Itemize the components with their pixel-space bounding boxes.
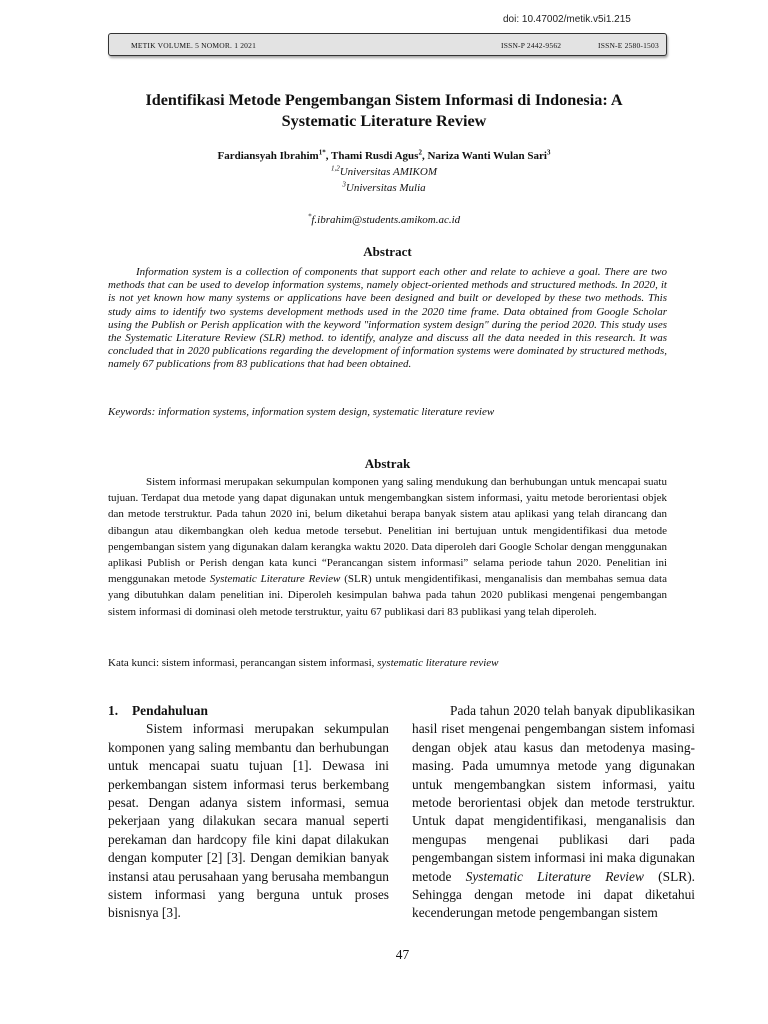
corresponding-email — [90, 214, 678, 226]
issn-print-label: ISSN-P 2442-9562 — [501, 41, 562, 50]
section-heading-introduction — [108, 702, 389, 720]
intro-paragraph-part: Pada tahun 2020 telah banyak dipublikasikan hasil riset mengenai pengembangan sistem infomasi dengan objek atau kasus dan metodenya masing-masing. Pada umumnya metode yang digunakan untuk mengembangkan sistem informasi, yaitu metode berorientasi objek dan metode terstruktur. Untuk dapat mengidentifikasi, menganalisis dan mengupas mengenai publikasi dari pada pengembangan sistem informasi ini maka digunakan metode — [412, 703, 695, 884]
body-column-left — [108, 702, 389, 923]
paper-title-line-2: Systematic Literature Review — [281, 112, 487, 130]
body-column-right — [412, 702, 695, 923]
abstract-text: Information system is a collection of components that support each other and relate to achieve a goal. There are two methods that can be used to develop information systems, namely object-oriented methods and structured methods. In 2020, it is not yet known how many systems or applications have been designed and built or developed by these two methods. This study aims to identify two systems development methods used in the 2020 time frame. Data obtained from Google Scholar using the Publish or Perish application with the keyword "information system design" during the period 2020. This study uses the Systematic Literature Review (SLR) method. to identify, analyze and discuss all the data needed in this research. It was concluded that in 2020 publications regarding the development of information systems were dominated by structured methods, namely 67 publications from 83 publications that had been obtained. — [108, 266, 667, 371]
kata-kunci-label: Kata kunci: sistem informasi, perancangan sistem informasi, — [108, 657, 378, 669]
author-sup: 2 — [418, 148, 422, 157]
author-sup: 1* — [318, 148, 326, 157]
doi-label: doi: 10.47002/metik.v5i1.215 — [503, 14, 631, 25]
affiliation-name: Universitas Mulia — [345, 182, 426, 194]
affiliation-1 — [90, 166, 678, 178]
abstract-heading: Abstract — [363, 244, 412, 259]
abstrak-heading: Abstrak — [364, 456, 411, 471]
intro-paragraph-left: Sistem informasi merupakan sekumpulan komponen yang saling membantu dan berhubungan untuk mencapai suatu tujuan [1]. Dewasa ini perkembangan sistem informasi terus berkembang pesat. Dengan adanya sistem informasi, semua pekerjaan yang dilakukan secara manual seperti perekaman dan hardcopy file kini dapat dilakukan dengan komputer [2] [3]. Dengan demikian banyak instansi atau perusahaan yang berusaha membangun sistem informasi yang berguna untuk proses bisnisnya [3]. — [108, 721, 389, 921]
author-name: Fardiansyah Ibrahim — [217, 150, 319, 162]
affiliation-sup: 1,2 — [330, 164, 340, 173]
author-list: Fardiansyah Ibrahim$^{1*}$, Thami Rusdi Agus$^2$, Nariza Wanti Wulan Sari$^3$ — [217, 148, 551, 162]
abstrak-text-part: Sistem informasi merupakan sekumpulan komponen yang saling mendukung dan berhubungan untuk mencapai suatu tujuan. Terdapat dua metode yang dapat digunakan untuk mengembangkan sistem informasi, yaitu metode berorientasi objek dan metode terstruktur. Pada tahun 2020 ini, belum diketahui berapa banyak sistem atau aplikasi yang telah dirancang dan dibangun atau dikembangkan oleh kedua metode tersebut. Penelitian ini bertujuan untuk mengidentifikasi dua metode pengembangan sistem yang digunakan dalam kerangka waktu 2020. Data diperoleh dari Google Scholar dengan menggunakan aplikasi Publish or Perish dengan kata kunci “Perancangan sistem informasi” selama periode tahun 2020. Penelitian ini menggunakan metode — [108, 476, 667, 586]
issn-electronic-label: ISSN-E 2580-1503 — [598, 41, 659, 50]
keywords: Keywords: information systems, information system design, systematic literature review — [108, 406, 495, 418]
author-sup: 3 — [546, 148, 551, 157]
email-sup: * — [307, 212, 312, 221]
email-address[interactable]: f.ibrahim@students.amikom.ac.id — [311, 214, 461, 226]
page-number: 47 — [395, 947, 410, 962]
abstrak-text — [108, 474, 667, 620]
kata-kunci-italic: systematic literature review — [377, 657, 499, 669]
intro-paragraph-italic: Systematic Literature Review — [465, 868, 644, 884]
paper-title-line-1: Identifikasi Metode Pengembangan Sistem Informasi di Indonesia: A — [145, 91, 623, 109]
intro-paragraph-part: (SLR). Sehingga dengan metode ini dapat diketahui kecenderungan metode pengembangan sistem — [412, 868, 695, 921]
kata-kunci — [108, 657, 667, 669]
abstrak-text-part: (SLR) untuk mengidentifikasi, menganalisis dan membahas semua data yang dibutuhkan dalam penelitian ini. Diperoleh kesimpulan bahwa pada tahun 2020 publikasi mengenai pengembangan sistem informasi di dominasi oleh metode terstruktur, yaitu 67 publikasi dari 83 publikasi yang telah diperoleh. — [108, 573, 667, 618]
affiliation-name: Universitas AMIKOM — [339, 166, 437, 178]
section-number: 1. — [108, 703, 119, 718]
journal-header-bar — [108, 33, 667, 56]
affiliation-2 — [90, 182, 678, 194]
author-name: Nariza Wanti Wulan Sari — [427, 150, 547, 162]
section-title: Pendahuluan — [132, 703, 208, 718]
paper-title — [100, 90, 668, 132]
abstrak-text-italic: Systematic Literature Review — [209, 573, 341, 586]
author-name: Thami Rusdi Agus — [331, 150, 419, 162]
intro-paragraph-right — [412, 702, 695, 923]
journal-volume-label: METIK VOLUME. 5 NOMOR. 1 2021 — [131, 41, 257, 50]
affiliation-sup: 3 — [342, 180, 346, 189]
